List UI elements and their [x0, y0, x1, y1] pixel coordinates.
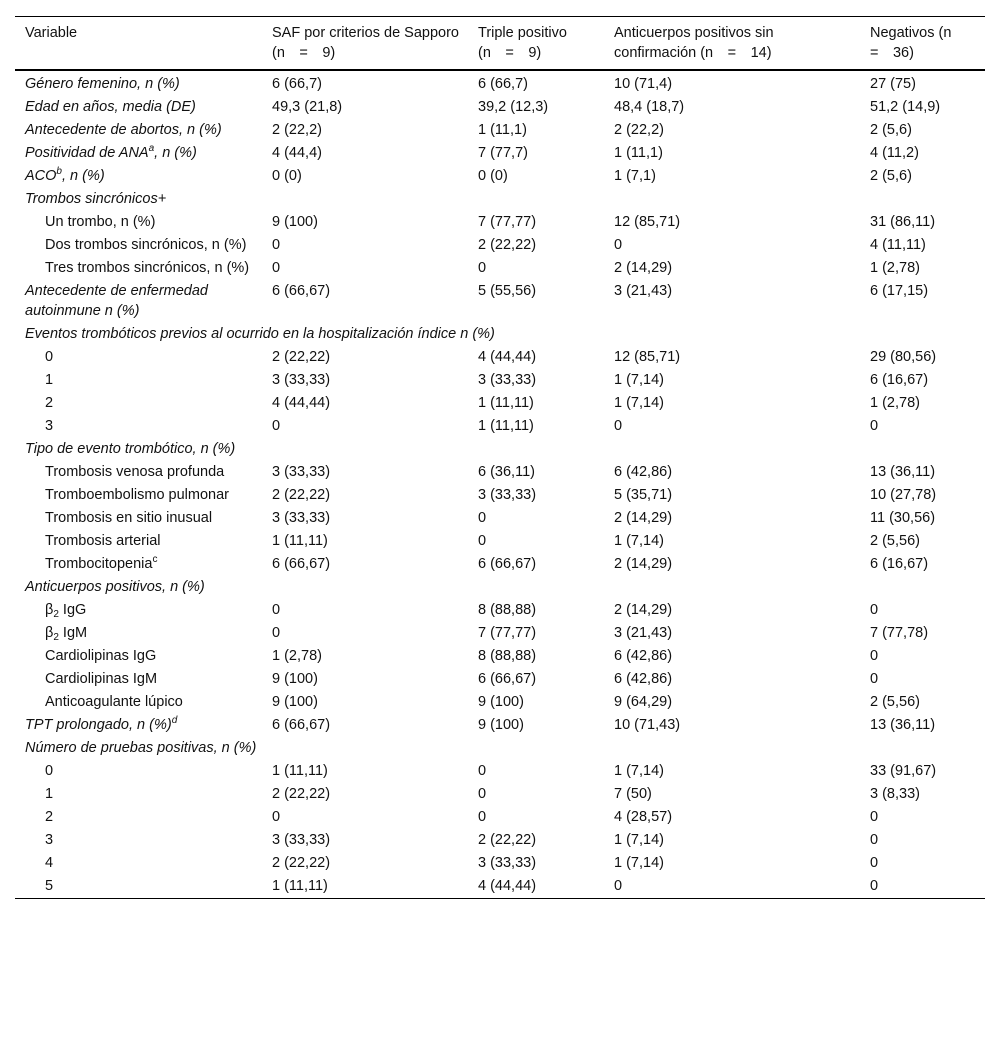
- cell-triple: 8 (88,88): [478, 602, 537, 618]
- cell-triple: 7 (77,7): [478, 145, 528, 161]
- cell-anticuerpos: 2 (14,29): [614, 510, 673, 526]
- cell-saf: 2 (22,22): [272, 786, 331, 802]
- cell-negativos: 0: [870, 855, 879, 871]
- cell-negativos: 0: [870, 878, 879, 894]
- cell-negativos: 33 (91,67): [870, 763, 937, 779]
- cell-saf: 0: [272, 418, 281, 434]
- cell-saf: 9 (100): [272, 671, 318, 687]
- row-label: 1: [45, 372, 54, 388]
- cell-triple: 2 (22,22): [478, 237, 537, 253]
- table-row: [15, 530, 985, 553]
- cell-saf: 3 (33,33): [272, 510, 331, 526]
- cell-triple: 4 (44,44): [478, 878, 537, 894]
- cell-anticuerpos: 6 (42,86): [614, 464, 673, 480]
- cell-saf: 0: [272, 602, 281, 618]
- cell-anticuerpos: 1 (7,14): [614, 763, 664, 779]
- cell-saf: 0: [272, 809, 281, 825]
- table-row: [15, 415, 985, 438]
- cell-negativos: 2 (5,6): [870, 122, 912, 138]
- row-label: ACO$^b$, n (%): [25, 166, 105, 184]
- section-label: Número de pruebas positivas, n (%): [25, 740, 257, 756]
- cell-anticuerpos: 12 (85,71): [614, 214, 681, 230]
- row-label: Trombosis arterial: [45, 533, 161, 549]
- table-row: [15, 622, 985, 645]
- row-label: 0: [45, 349, 54, 365]
- cell-anticuerpos: 2 (14,29): [614, 602, 673, 618]
- cell-triple: 0: [478, 763, 487, 779]
- header-anticuerpos: Anticuerpos positivos sin confirmación (n = 14): [614, 25, 774, 61]
- cell-negativos: 4 (11,11): [870, 237, 926, 253]
- section-label: Eventos trombóticos previos al ocurrido en la hospitalización índice n (%): [25, 326, 495, 342]
- cell-saf: 2 (22,22): [272, 349, 331, 365]
- header-variable: Variable: [25, 25, 78, 41]
- cell-anticuerpos: 6 (42,86): [614, 648, 673, 664]
- cell-anticuerpos: 1 (7,1): [614, 168, 656, 184]
- cell-negativos: 0: [870, 809, 879, 825]
- cell-saf: 0 (0): [272, 168, 302, 184]
- cell-triple: 9 (100): [478, 717, 524, 733]
- row-label: Trombosis en sitio inusual: [45, 510, 213, 526]
- section-row: [15, 188, 985, 211]
- table-row: [15, 392, 985, 415]
- table-row: [15, 234, 985, 257]
- cell-triple: 5 (55,56): [478, 283, 537, 299]
- cell-triple: 1 (11,11): [478, 395, 534, 411]
- cell-negativos: 0: [870, 418, 879, 434]
- table-row: [15, 829, 985, 852]
- table-container: [15, 16, 985, 899]
- table-header: [15, 17, 985, 71]
- table-row: [15, 760, 985, 783]
- cell-negativos: 0: [870, 602, 879, 618]
- cell-triple: 6 (66,67): [478, 556, 537, 572]
- cell-triple: 3 (33,33): [478, 855, 537, 871]
- row-label: Trombocitopenia$^c$: [45, 554, 158, 572]
- row-label: 1: [45, 786, 54, 802]
- header-triple: Triple positivo (n = 9): [478, 25, 567, 61]
- cell-triple: 3 (33,33): [478, 487, 537, 503]
- cell-saf: 3 (33,33): [272, 464, 331, 480]
- cell-triple: 2 (22,22): [478, 832, 537, 848]
- cell-saf: 6 (66,67): [272, 717, 331, 733]
- row-label: Antecedente de enfermedad autoinmune n (%): [25, 283, 208, 319]
- cell-saf: 1 (11,11): [272, 533, 328, 549]
- cell-saf: 1 (11,11): [272, 763, 328, 779]
- cell-triple: 39,2 (12,3): [478, 99, 549, 115]
- cell-triple: 7 (77,77): [478, 625, 537, 641]
- cell-anticuerpos: 1 (7,14): [614, 855, 664, 871]
- cell-saf: 6 (66,7): [272, 76, 322, 92]
- table-row: [15, 461, 985, 484]
- table-row: [15, 484, 985, 507]
- cell-anticuerpos: 1 (7,14): [614, 372, 664, 388]
- table-row: [15, 553, 985, 576]
- row-label: Antecedente de abortos, n (%): [25, 122, 222, 138]
- table-row: [15, 668, 985, 691]
- row-label: 2: [45, 809, 54, 825]
- cell-triple: 3 (33,33): [478, 372, 537, 388]
- table-row: [15, 96, 985, 119]
- row-label: Cardiolipinas IgG: [45, 648, 157, 664]
- cell-negativos: 6 (16,67): [870, 556, 929, 572]
- section-row: [15, 438, 985, 461]
- cell-negativos: 7 (77,78): [870, 625, 929, 641]
- row-label: 3: [45, 832, 54, 848]
- table-row: [15, 806, 985, 829]
- cell-negativos: 3 (8,33): [870, 786, 920, 802]
- row-label: $\beta_2$ IgM: [45, 625, 88, 643]
- cell-saf: 9 (100): [272, 214, 318, 230]
- cell-saf: 2 (22,2): [272, 122, 322, 138]
- cell-anticuerpos: 5 (35,71): [614, 487, 673, 503]
- cell-negativos: 13 (36,11): [870, 464, 936, 480]
- row-label: Un trombo, n (%): [45, 214, 156, 230]
- cell-anticuerpos: 1 (7,14): [614, 395, 664, 411]
- cell-triple: 0: [478, 533, 487, 549]
- cell-triple: 8 (88,88): [478, 648, 537, 664]
- table-row: [15, 346, 985, 369]
- section-row: [15, 576, 985, 599]
- cell-negativos: 0: [870, 648, 879, 664]
- table-body: [15, 70, 985, 898]
- results-table: [15, 16, 985, 899]
- cell-negativos: 0: [870, 832, 879, 848]
- cell-anticuerpos: 2 (14,29): [614, 260, 673, 276]
- cell-negativos: 51,2 (14,9): [870, 99, 941, 115]
- section-label: Trombos sincrónicos+: [25, 191, 167, 207]
- cell-negativos: 6 (17,15): [870, 283, 929, 299]
- row-label: Anticoagulante lúpico: [45, 694, 183, 710]
- cell-negativos: 6 (16,67): [870, 372, 929, 388]
- table-row: [15, 369, 985, 392]
- cell-saf: 2 (22,22): [272, 855, 331, 871]
- cell-negativos: 0: [870, 671, 879, 687]
- cell-negativos: 27 (75): [870, 76, 916, 92]
- table-row: [15, 852, 985, 875]
- cell-anticuerpos: 9 (64,29): [614, 694, 673, 710]
- table-row: [15, 507, 985, 530]
- header-row: [15, 17, 985, 71]
- cell-triple: 1 (11,1): [478, 122, 527, 138]
- table-row: [15, 165, 985, 188]
- cell-triple: 6 (66,67): [478, 671, 537, 687]
- row-label: Tromboembolismo pulmonar: [45, 487, 230, 503]
- footnote-mark: c: [152, 554, 158, 565]
- row-label: 5: [45, 878, 54, 894]
- row-label: Cardiolipinas IgM: [45, 671, 158, 687]
- cell-anticuerpos: 0: [614, 237, 623, 253]
- row-label: 4: [45, 855, 54, 871]
- table-row: [15, 714, 985, 737]
- cell-saf: 4 (44,4): [272, 145, 322, 161]
- cell-saf: 49,3 (21,8): [272, 99, 343, 115]
- table-row: [15, 70, 985, 96]
- cell-anticuerpos: 0: [614, 418, 623, 434]
- cell-negativos: 1 (2,78): [870, 395, 920, 411]
- table-row: [15, 645, 985, 668]
- row-label: 2: [45, 395, 54, 411]
- cell-triple: 6 (66,7): [478, 76, 528, 92]
- section-row: [15, 737, 985, 760]
- cell-anticuerpos: 3 (21,43): [614, 283, 673, 299]
- row-label: TPT prolongado, n (%)$^d$: [25, 715, 178, 733]
- table-row: [15, 119, 985, 142]
- cell-negativos: 11 (30,56): [870, 510, 936, 526]
- cell-triple: 0 (0): [478, 168, 508, 184]
- section-label: Tipo de evento trombótico, n (%): [25, 441, 236, 457]
- cell-negativos: 4 (11,2): [870, 145, 919, 161]
- cell-saf: 1 (2,78): [272, 648, 322, 664]
- cell-negativos: 31 (86,11): [870, 214, 936, 230]
- cell-negativos: 1 (2,78): [870, 260, 920, 276]
- cell-triple: 6 (36,11): [478, 464, 535, 480]
- header-saf: SAF por criterios de Sapporo (n = 9): [272, 25, 459, 61]
- cell-saf: 6 (66,67): [272, 283, 331, 299]
- cell-triple: 0: [478, 809, 487, 825]
- row-label: 0: [45, 763, 54, 779]
- cell-triple: 1 (11,11): [478, 418, 534, 434]
- table-row: [15, 280, 985, 323]
- cell-saf: 4 (44,44): [272, 395, 331, 411]
- section-row: [15, 323, 985, 346]
- footnote-mark: b: [56, 166, 62, 177]
- header-negativos: Negativos (n = 36): [870, 25, 966, 61]
- cell-triple: 9 (100): [478, 694, 524, 710]
- cell-anticuerpos: 4 (28,57): [614, 809, 673, 825]
- table-row: [15, 211, 985, 234]
- cell-anticuerpos: 10 (71,43): [614, 717, 681, 733]
- table-row: [15, 599, 985, 622]
- cell-negativos: 13 (36,11): [870, 717, 936, 733]
- cell-saf: 0: [272, 260, 281, 276]
- table-row: [15, 875, 985, 899]
- cell-saf: 2 (22,22): [272, 487, 331, 503]
- cell-negativos: 2 (5,56): [870, 694, 920, 710]
- cell-anticuerpos: 48,4 (18,7): [614, 99, 685, 115]
- cell-saf: 3 (33,33): [272, 832, 331, 848]
- table-row: [15, 142, 985, 165]
- cell-saf: 3 (33,33): [272, 372, 331, 388]
- cell-anticuerpos: 1 (7,14): [614, 533, 664, 549]
- cell-triple: 0: [478, 786, 487, 802]
- cell-anticuerpos: 12 (85,71): [614, 349, 681, 365]
- row-label: Género femenino, n (%): [25, 76, 180, 92]
- cell-anticuerpos: 10 (71,4): [614, 76, 673, 92]
- cell-anticuerpos: 0: [614, 878, 623, 894]
- footnote-mark: a: [148, 143, 155, 154]
- row-label: Tres trombos sincrónicos, n (%): [45, 260, 250, 276]
- cell-negativos: 29 (80,56): [870, 349, 937, 365]
- cell-anticuerpos: 6 (42,86): [614, 671, 673, 687]
- cell-negativos: 2 (5,56): [870, 533, 920, 549]
- table-row: [15, 257, 985, 280]
- row-label: Positividad de ANA$^a$, n (%): [25, 143, 197, 161]
- cell-negativos: 10 (27,78): [870, 487, 937, 503]
- table-row: [15, 783, 985, 806]
- cell-negativos: 2 (5,6): [870, 168, 912, 184]
- cell-triple: 4 (44,44): [478, 349, 537, 365]
- row-label: Dos trombos sincrónicos, n (%): [45, 237, 247, 253]
- cell-triple: 7 (77,77): [478, 214, 537, 230]
- cell-anticuerpos: 2 (22,2): [614, 122, 664, 138]
- row-label: 3: [45, 418, 54, 434]
- cell-saf: 1 (11,11): [272, 878, 328, 894]
- section-label: Anticuerpos positivos, n (%): [25, 579, 205, 595]
- cell-anticuerpos: 3 (21,43): [614, 625, 673, 641]
- row-label: Edad en años, media (DE): [25, 99, 196, 115]
- cell-triple: 0: [478, 510, 487, 526]
- table-row: [15, 691, 985, 714]
- row-label: Trombosis venosa profunda: [45, 464, 225, 480]
- footnote-mark: d: [171, 715, 178, 726]
- cell-anticuerpos: 1 (7,14): [614, 832, 664, 848]
- cell-saf: 0: [272, 625, 281, 641]
- cell-saf: 6 (66,67): [272, 556, 331, 572]
- cell-saf: 0: [272, 237, 281, 253]
- cell-anticuerpos: 7 (50): [614, 786, 652, 802]
- cell-saf: 9 (100): [272, 694, 318, 710]
- cell-triple: 0: [478, 260, 487, 276]
- row-label: $\beta_2$ IgG: [45, 602, 87, 620]
- cell-anticuerpos: 2 (14,29): [614, 556, 673, 572]
- cell-anticuerpos: 1 (11,1): [614, 145, 663, 161]
